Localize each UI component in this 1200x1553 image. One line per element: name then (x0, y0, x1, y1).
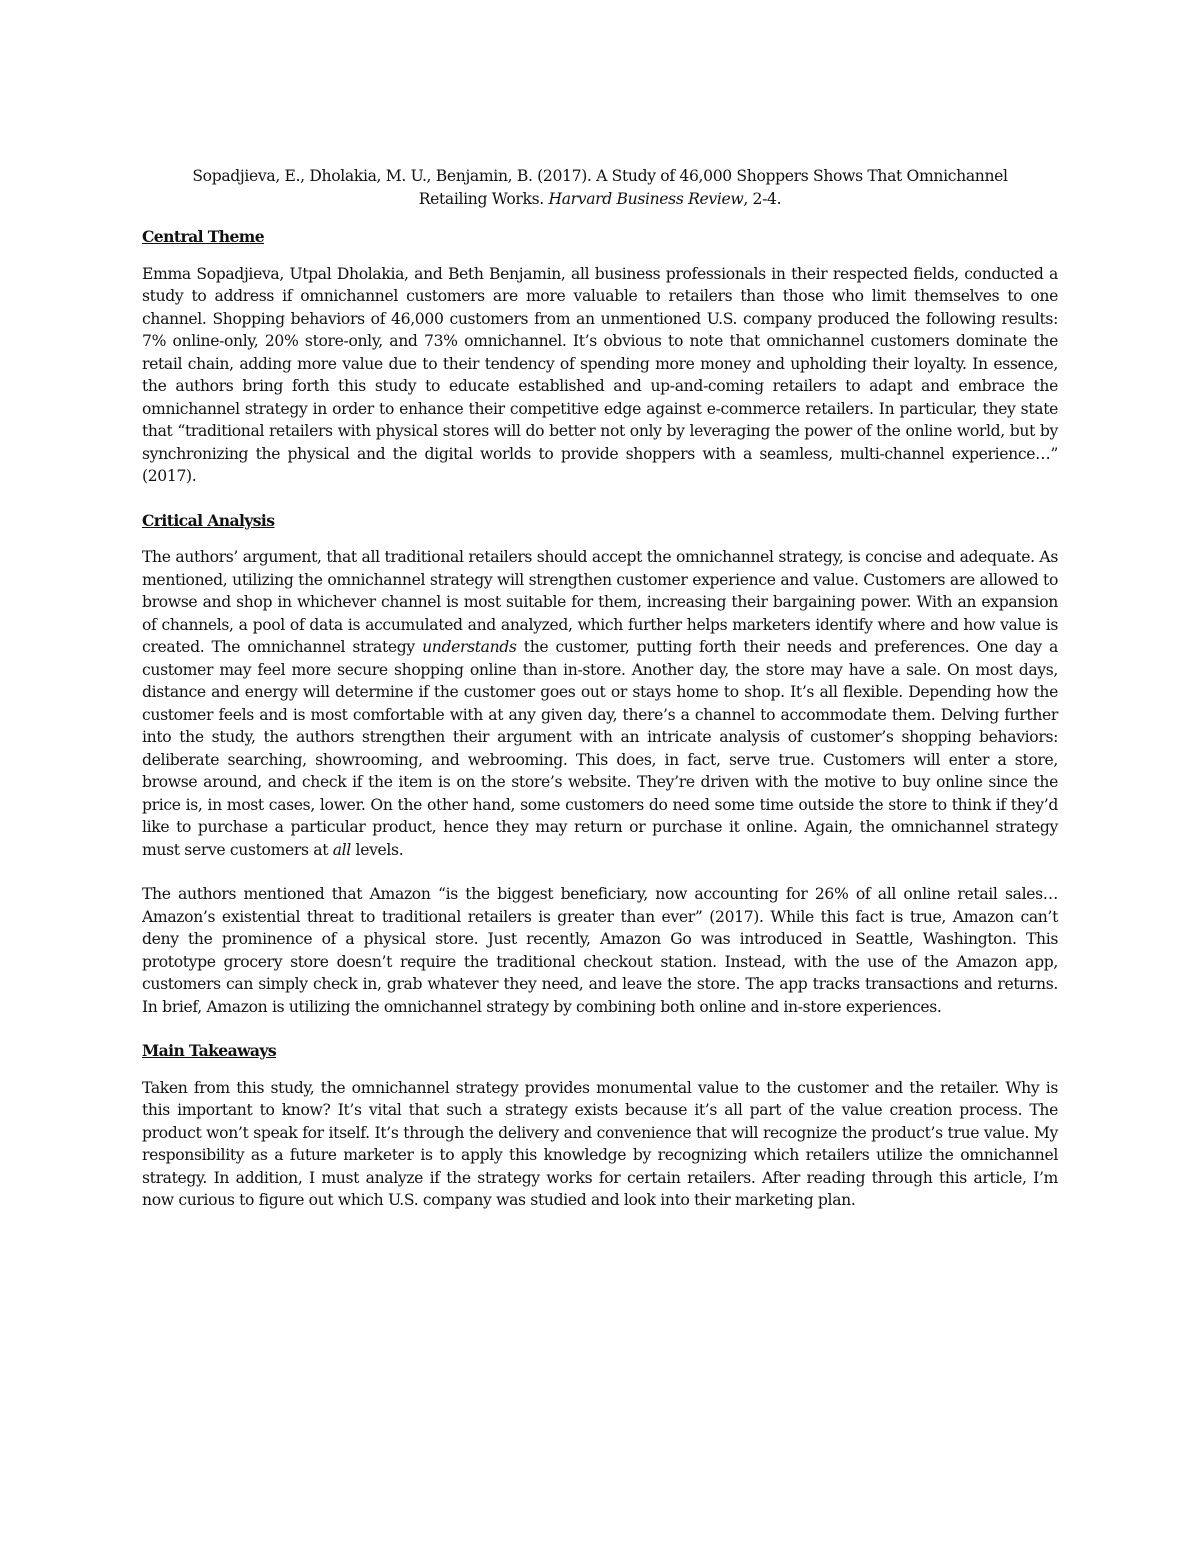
critical-analysis-text-c: levels. (350, 840, 404, 859)
citation-line-1: Sopadjieva, E., Dholakia, M. U., Benjamin, B. (2017). A Study of 46,000 Shoppers Shows That Omnichannel (192, 167, 1008, 185)
document-body (142, 165, 1058, 1212)
critical-analysis-emphasis-all: all (332, 840, 351, 859)
critical-analysis-text-b: the customer, putting forth their needs and preferences. One day a customer may feel more secure shopping online than in-store. Another day, the store may have a sale. On most days, distance and energy will determine if the customer goes out or stays home to shop. It’s all flexible. Depending how the customer feels and is most comfortable with at any given day, there’s a channel to accommodate them. Delving further into the study, the authors strengthen their argument with an intricate analysis of customer’s shopping behaviors: deliberate searching, showrooming, and webrooming. This does, in fact, serve true. Customers will enter a store, browse around, and check if the item is on the store’s website. They’re driven with the motive to buy online since the price is, in most cases, lower. On the other hand, some customers do need some time outside the store to think if they’d like to purchase a particular product, hence they may return or purchase it online. Again, the omnichannel strategy must serve customers at (142, 638, 1058, 859)
central-theme-paragraph: Emma Sopadjieva, Utpal Dholakia, and Beth Benjamin, all business professionals in their respected fields, conducted a study to address if omnichannel customers are more valuable to retailers than those who limit themselves to one channel. Shopping behaviors of 46,000 customers from an unmentioned U.S. company produced the following results: 7% online-only, 20% store-only, and 73% omnichannel. It’s obvious to note that omnichannel customers dominate the retail chain, adding more value due to their tendency of spending more money and upholding their loyalty. In essence, the authors bring forth this study to educate established and up-and-coming retailers to adapt and embrace the omnichannel strategy in order to enhance their competitive edge against e-commerce retailers. In particular, they state that “traditional retailers with physical stores will do better not only by leveraging the power of the online world, but by synchronizing the physical and the digital worlds to provide shoppers with a seamless, multi-channel experience…” (2017). (142, 264, 1058, 485)
critical-analysis-emphasis-understands: understands (422, 638, 517, 656)
main-takeaways-paragraph: Taken from this study, the omnichannel strategy provides monumental value to the customer and the retailer. Why is this important to know? It’s vital that such a strategy exists because it’s all part of the value creation process. The product won’t speak for itself. It’s through the delivery and convenience that will recognize the product’s true value. My responsibility as a future marketer is to apply this knowledge by recognizing which retailers utilize the omnichannel strategy. In addition, I must analyze if the strategy works for certain retailers. After reading through this article, I’m now curious to figure out which U.S. company was studied and look into their marketing plan. (142, 1078, 1058, 1209)
citation (142, 165, 1058, 210)
citation-journal: Harvard Business Review (548, 189, 744, 208)
critical-analysis-text-a: The authors’ argument, that all traditional retailers should accept the omnichannel strategy, is concise and adequate. As mentioned, utilizing the omnichannel strategy will strengthen customer experience and value. Customers are allowed to browse and shop in whichever channel is most suitable for them, increasing their bargaining power. With an expansion of channels, a pool of data is accumulated and analyzed, which further helps marketers identify where and how value is created. The omnichannel strategy (142, 548, 1058, 656)
critical-analysis-paragraph-1 (142, 546, 1058, 861)
heading-central-theme: Central Theme (142, 227, 265, 246)
heading-main-takeaways: Main Takeaways (142, 1041, 277, 1060)
citation-pages: , 2-4. (743, 189, 782, 208)
citation-title-end: Retailing Works. (418, 189, 549, 208)
citation-line-2 (142, 188, 1058, 211)
heading-critical-analysis: Critical Analysis (142, 510, 275, 530)
critical-analysis-paragraph-2: The authors mentioned that Amazon “is the biggest beneficiary, now accounting for 26% of all online retail sales… Amazon’s existential threat to traditional retailers is greater than ever” (2017). While this fact is true, Amazon can’t deny the prominence of a physical store. Just recently, Amazon Go was introduced in Seattle, Washington. This prototype grocery store doesn’t require the traditional checkout station. Instead, with the use of the Amazon app, customers can simply check in, grab whatever they need, and leave the store. The app tracks transactions and returns. In brief, Amazon is utilizing the omnichannel strategy by combining both online and in-store experiences. (142, 885, 1058, 1016)
